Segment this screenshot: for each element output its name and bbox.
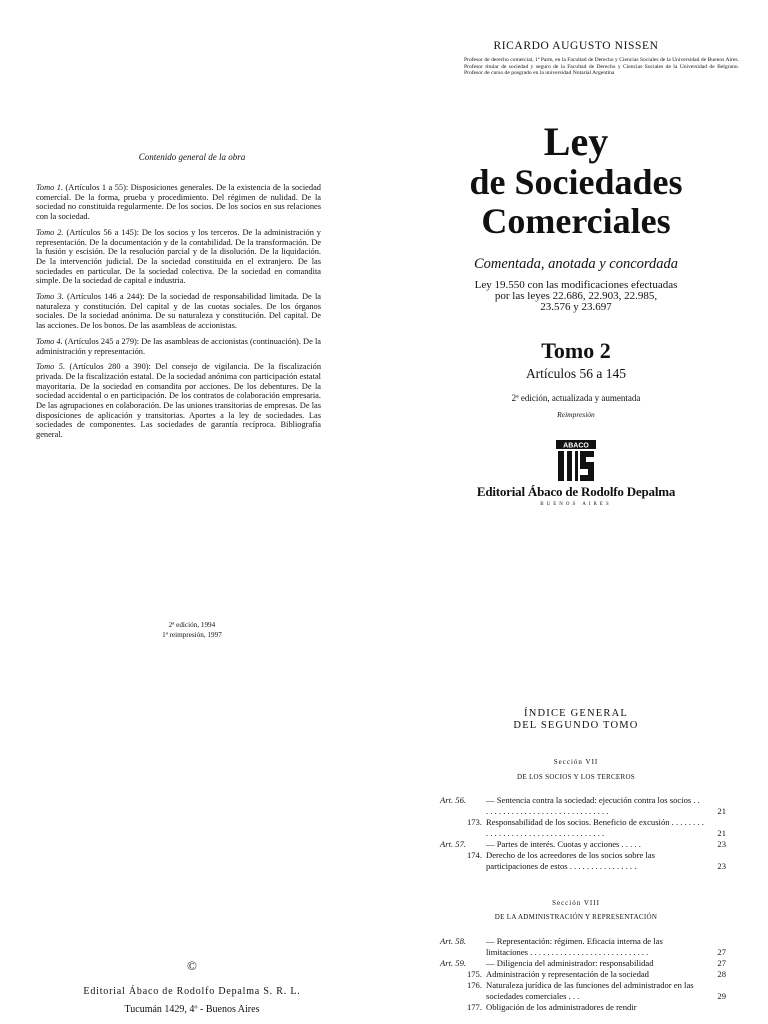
publisher-name: Editorial Ábaco de Rodolfo Depalma: [476, 484, 676, 499]
tomo-text: (Artículos 1 a 55): Disposiciones generales. De la existencia de la sociedad comercial. De la forma, prueba y procedimiento. Del régimen de nulidad. De la sociedad no constituida regularmente. De los socios. De los socios en sus relaciones con la sociedad.: [36, 183, 321, 222]
tomo-label: Tomo 4.: [36, 336, 63, 346]
book-title-line: Comerciales: [481, 201, 671, 241]
tomo-text: (Artículos 56 a 145): De los socios y los terceros. De la administración y representación. De la documentación y de la contabilidad. De la transformación. De la fusión y escisión. De la resolución parcial y de la disolución. De la liquidación. De la intervención judicial. De la sociedad constituida en el extranjero. De las sociedades en particular. De la sociedad colectiva. De la sociedad en comandita simple. De la sociedad de capital e industria.: [36, 227, 321, 286]
toc-page: 21: [717, 828, 726, 838]
toc-text: Responsabilidad de los socios. Beneficio de excusión . . . . . . . . . . . . . . . . . . . . . . . . . . . . . . . . . . . .: [486, 817, 704, 838]
toc-entry[interactable]: [440, 795, 726, 817]
reprint-line: 1ª reimpresión, 1997: [162, 631, 222, 639]
toc-text: Derecho de los acreedores de los socios sobre las participaciones de estos . . . . . . . . . . . . . . . .: [486, 850, 655, 871]
toc-entry[interactable]: [440, 969, 726, 980]
section-label: Sección VIII: [552, 899, 600, 907]
index-title-line: ÍNDICE GENERAL: [524, 708, 628, 719]
edition-line: 2ª edición, 1994: [168, 621, 216, 629]
toc-entry[interactable]: [440, 850, 726, 872]
tomo-label: Tomo 3.: [36, 292, 64, 302]
volume-title: Tomo 2: [541, 338, 611, 363]
toc-section: [440, 795, 726, 872]
toc-page: 21: [717, 806, 726, 816]
toc-number: 173.: [466, 817, 482, 827]
toc-text: Naturaleza jurídica de las funciones del administrador en las sociedades comerciales . . .: [486, 980, 694, 1001]
logo-text: ABACO: [563, 442, 589, 450]
reprint-note: Reimpresión: [557, 410, 595, 419]
volume-articles: Artículos 56 a 145: [525, 366, 627, 381]
toc-page: 23: [717, 861, 726, 871]
toc-entry[interactable]: [440, 839, 726, 850]
book-title-line: de Sociedades: [469, 162, 683, 202]
cover-page: [384, 0, 768, 512]
section-label: Sección VII: [553, 758, 599, 766]
toc-section: [440, 936, 726, 1013]
toc-text: — Partes de interés. Cuotas y acciones . . . . .: [486, 839, 641, 849]
tomo-entry: [36, 292, 321, 331]
toc-entry[interactable]: [440, 980, 726, 1002]
toc-page: 23: [717, 839, 726, 849]
tomo-text: (Artículos 280 a 390): Del consejo de vigilancia. De la fiscalización privada. De la fiscalización estatal. De la sociedad anónima con participación estatal mayoritaria. De la sociedad en comandita por acciones. De los debentures. De la sociedad accidental o en participación. De los contratos de colaboración empresaria. De las agrupaciones en colaboración. De las uniones transitorias de empresas. De las disposiciones de aplicación y transitorias. Aportes a la ley de sociedades. Las sociedades de componentes. Las sociedades de garantía recíproca. Bibliografía general.: [36, 362, 322, 440]
publisher-city: BUENOS AIRES: [540, 502, 612, 507]
toc-number: 174.: [466, 850, 482, 860]
toc-number: 176.: [466, 980, 482, 990]
law-line: Ley 19.550 con las modificaciones efectuadas: [474, 279, 678, 291]
contents-page: [0, 0, 384, 639]
toc-entry[interactable]: [440, 1002, 726, 1013]
tomo-entry: [36, 362, 321, 440]
tomo-label: Tomo 5.: [36, 362, 66, 372]
law-description: [384, 280, 768, 313]
tomo-entry: [36, 228, 321, 286]
contents-title: Contenido general de la obra: [138, 152, 246, 162]
tomo-label: Tomo 2.: [36, 227, 64, 237]
toc-entry[interactable]: [440, 958, 726, 969]
section-name: DE LA ADMINISTRACIÓN Y REPRESENTACIÓN: [494, 913, 658, 921]
imprint-page: [0, 512, 384, 1024]
publisher-logo-icon: [556, 440, 596, 482]
toc-entry[interactable]: [440, 817, 726, 839]
toc-number: 175.: [466, 969, 482, 979]
tomo-text: (Artículos 245 a 279): De las asambleas de accionistas (continuación). De la administración y representación.: [36, 336, 321, 356]
tomo-entry: [36, 183, 321, 222]
toc-text: — Representación: régimen. Eficacia interna de las limitaciones . . . . . . . . . . . . . . . . . . . . . . . . . . . .: [486, 936, 663, 957]
tomo-list: [36, 183, 321, 446]
toc-text: — Sentencia contra la sociedad: ejecución contra los socios . . . . . . . . . . . . . . . . . . . . . . . . . . . . . . .: [486, 795, 700, 816]
toc-text: — Diligencia del administrador: responsabilidad: [486, 958, 654, 968]
book-title-line: Ley: [543, 119, 609, 164]
author-bio: Profesor de derecho comercial, 1ª Parte, en la Facultad de Derecho y Ciencias Sociales de la Universidad de Buenos Aires. Profesor titular de sociedad y seguro de la Facultad de Derecho y Ciencias Sociales de la Universidad de Belgrano. Profesor de curso de posgrado en la universidad Notarial Argentina: [464, 57, 739, 77]
toc-page: 29: [717, 991, 726, 1001]
toc-number: 177.: [466, 1002, 482, 1012]
toc-entry[interactable]: [440, 936, 726, 958]
tomo-label: Tomo 1.: [36, 183, 64, 192]
law-line: 23.576 y 23.697: [540, 301, 612, 313]
toc-article: Art. 56.: [440, 795, 467, 805]
imprint-address: Tucumán 1429, 4º - Buenos Aires: [124, 1004, 260, 1015]
toc-page: 28: [717, 969, 726, 979]
author-name: RICARDO AUGUSTO NISSEN: [493, 40, 659, 52]
tomo-text: (Artículos 146 a 244): De la sociedad de responsabilidad limitada. De la naturaleza y constitución. Del capital y de las cuotas sociales. De los órganos sociales. De la sociedad anónima. De su naturaleza y constitución. Del capital. De las acciones. De los bonos. De las asambleas de accionistas.: [36, 292, 322, 331]
toc-text: Administración y representación de la sociedad: [486, 969, 649, 979]
law-line: por las leyes 22.686, 22.903, 22.985,: [494, 290, 658, 302]
toc-article: Art. 57.: [440, 839, 467, 849]
toc-article: Art. 59.: [440, 958, 467, 968]
toc-article: Art. 58.: [440, 936, 467, 946]
index-title: [384, 708, 768, 732]
imprint-publisher: Editorial Ábaco de Rodolfo Depalma S. R. L.: [83, 986, 301, 997]
book-subtitle: Comentada, anotada y concordada: [473, 256, 679, 272]
section-name: DE LOS SOCIOS Y LOS TERCEROS: [516, 773, 636, 781]
copyright-symbol: ©: [187, 958, 197, 973]
tomo-entry: [36, 337, 321, 356]
toc-page: 27: [717, 947, 726, 957]
index-subtitle-line: DEL SEGUNDO TOMO: [513, 720, 639, 731]
index-page: [384, 512, 768, 1024]
toc-text: Obligación de los administradores de rendir: [486, 1002, 637, 1012]
edition-note: 2ª edición, actualizada y aumentada: [511, 393, 641, 403]
toc-page: 27: [717, 958, 726, 968]
